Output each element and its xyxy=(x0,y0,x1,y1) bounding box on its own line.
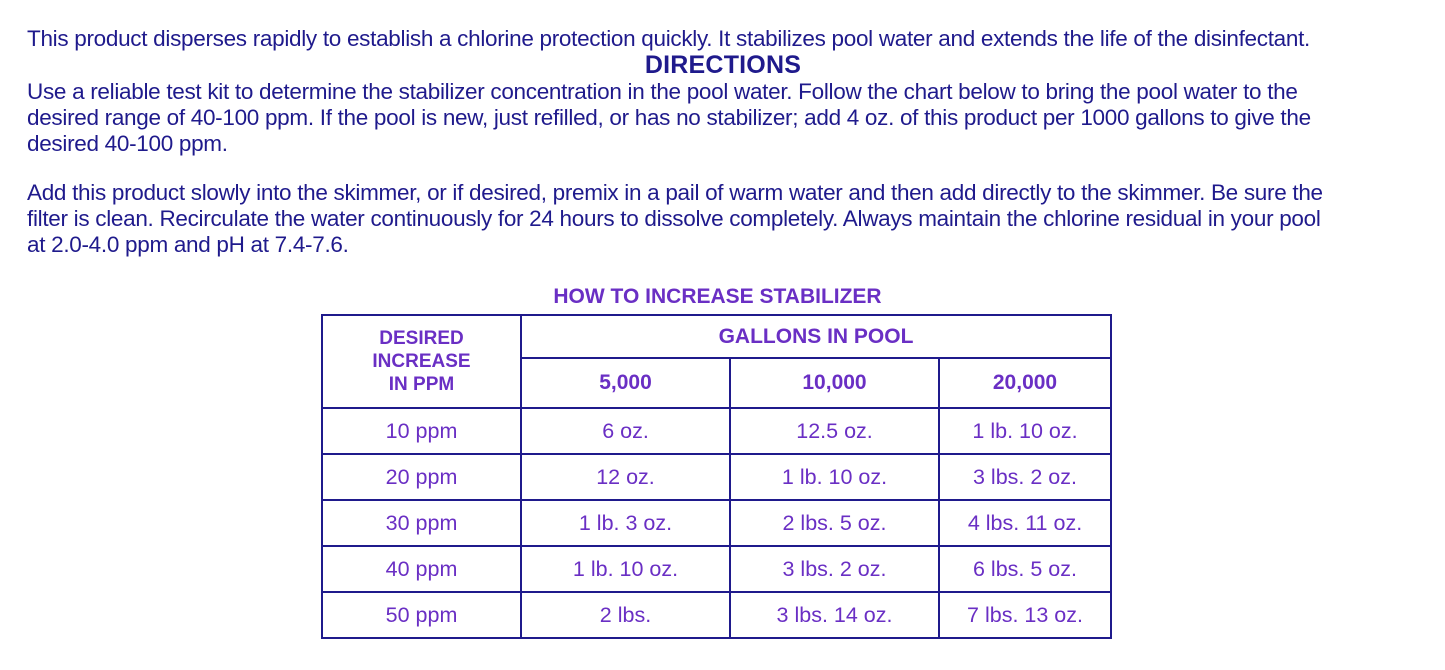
row-header-line: DESIRED xyxy=(379,328,464,349)
row-header-line: IN PPM xyxy=(388,374,455,395)
amount-cell: 1 lb. 10 oz. xyxy=(730,454,939,500)
ppm-cell: 10 ppm xyxy=(322,408,521,454)
row-header-line: INCREASE xyxy=(372,351,471,372)
amount-cell: 7 lbs. 13 oz. xyxy=(939,592,1111,638)
table-row xyxy=(322,500,1111,546)
row-header xyxy=(322,315,521,408)
amount-cell: 2 lbs. 5 oz. xyxy=(730,500,939,546)
instructions-line: filter is clean. Recirculate the water continuously for 24 hours to dissolve completely. Always maintain the chlorine residual in your pool xyxy=(27,206,1321,231)
directions-heading: DIRECTIONS xyxy=(644,51,802,79)
amount-cell: 3 lbs. 14 oz. xyxy=(730,592,939,638)
directions-line: Use a reliable test kit to determine the stabilizer concentration in the pool water. Follow the chart below to bring the pool water to the xyxy=(27,79,1298,104)
table-row xyxy=(322,546,1111,592)
directions-line: desired 40-100 ppm. xyxy=(27,131,228,156)
gallons-header: GALLONS IN POOL xyxy=(521,315,1111,358)
amount-cell: 2 lbs. xyxy=(521,592,730,638)
instructions-line: Add this product slowly into the skimmer, or if desired, premix in a pail of warm water and then add directly to the skimmer. Be sure the xyxy=(27,180,1323,205)
amount-cell: 3 lbs. 2 oz. xyxy=(939,454,1111,500)
stabilizer-table xyxy=(321,314,1112,639)
amount-cell: 1 lb. 10 oz. xyxy=(521,546,730,592)
directions-paragraph xyxy=(27,79,1419,157)
column-header: 10,000 xyxy=(730,358,939,408)
amount-cell: 1 lb. 10 oz. xyxy=(939,408,1111,454)
intro-text: This product disperses rapidly to establish a chlorine protection quickly. It stabilizes pool water and extends the life of the disinfectant. xyxy=(27,26,1310,51)
table-row xyxy=(322,454,1111,500)
amount-cell: 1 lb. 3 oz. xyxy=(521,500,730,546)
amount-cell: 4 lbs. 11 oz. xyxy=(939,500,1111,546)
chart-title: HOW TO INCREASE STABILIZER xyxy=(553,285,882,308)
amount-cell: 12.5 oz. xyxy=(730,408,939,454)
column-header: 5,000 xyxy=(521,358,730,408)
amount-cell: 6 lbs. 5 oz. xyxy=(939,546,1111,592)
label-text-block xyxy=(27,26,1419,258)
instructions-line: at 2.0-4.0 ppm and pH at 7.4-7.6. xyxy=(27,232,349,257)
amount-cell: 6 oz. xyxy=(521,408,730,454)
ppm-cell: 50 ppm xyxy=(322,592,521,638)
ppm-cell: 40 ppm xyxy=(322,546,521,592)
table-row xyxy=(322,592,1111,638)
instructions-paragraph xyxy=(27,180,1419,258)
amount-cell: 3 lbs. 2 oz. xyxy=(730,546,939,592)
directions-line: desired range of 40-100 ppm. If the pool is new, just refilled, or has no stabilizer; add 4 oz. of this product per 1000 gallons to give the xyxy=(27,105,1311,130)
column-header: 20,000 xyxy=(939,358,1111,408)
ppm-cell: 30 ppm xyxy=(322,500,521,546)
amount-cell: 12 oz. xyxy=(521,454,730,500)
table-row xyxy=(322,408,1111,454)
ppm-cell: 20 ppm xyxy=(322,454,521,500)
